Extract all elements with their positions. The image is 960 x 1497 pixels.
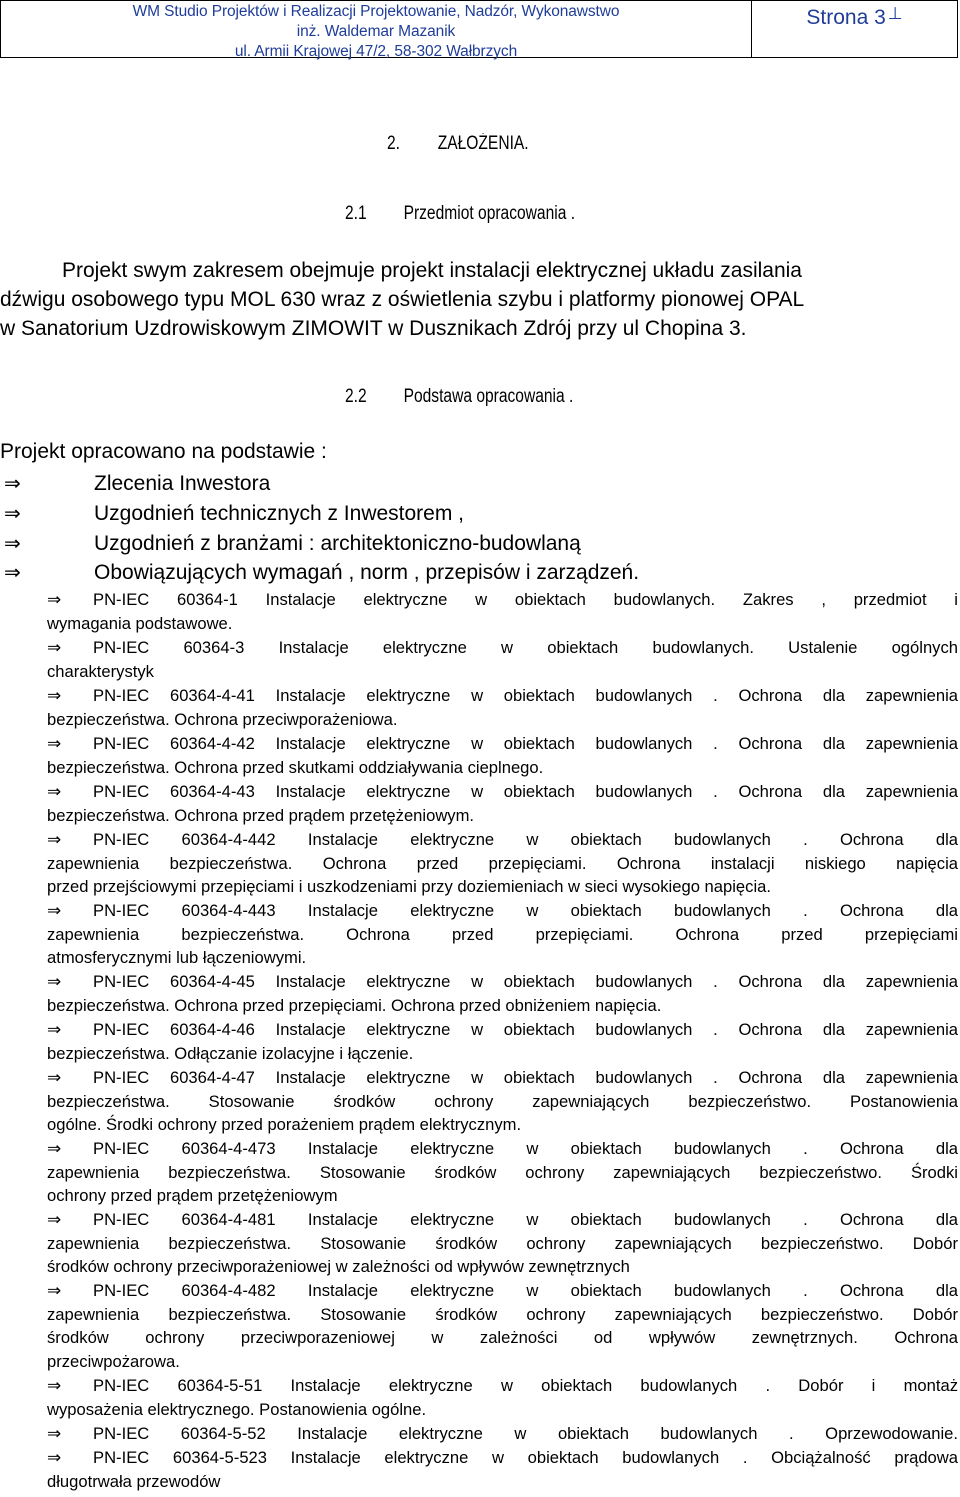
standard-description-line: bezpieczeństwa. Stosowanie środków ochrony zapewniających bezpieczeństwo. Postanowienia [47,1091,958,1111]
standard-first-line [47,899,958,923]
standard-first-line [47,1066,958,1090]
basis-item [0,501,464,526]
subsection-title: Podstawa opracowania . [403,386,574,407]
standard-description-line: środków ochrony przeciwporażeniowej w zależności od wpływów zewnętrznych [47,1257,630,1277]
arrow-icon: ⇒ [47,830,62,849]
standard-entry [47,970,958,1017]
standard-entry [47,1446,958,1493]
standard-description-line: atmosferycznymi lub łączeniowymi. [47,948,307,968]
standard-description-line: ochrony przed prądem przetężeniowym [47,1186,338,1206]
subsection-heading-2-2 [345,386,573,408]
company-name: WM Studio Projektów i Realizacji Projektowanie, Nadzór, Wykonawstwo [132,3,620,20]
arrow-icon: ⇒ [47,1210,62,1229]
standard-first-line [47,684,958,708]
standard-first-line [47,1018,958,1042]
standard-description-line: charakterystyk [47,661,154,681]
section-title: ZAŁOŻENIA. [437,133,529,154]
standard-description-line: zapewnienia bezpieczeństwa. Stosowanie środków ochrony zapewniających bezpieczeństwo. Dobór [47,1233,958,1253]
subsection-number: 2.2 [345,386,367,407]
basis-item-text: Uzgodnień technicznych z Inwestorem , [94,501,465,525]
standard-description-line: przeciwpożarowa. [47,1352,180,1372]
standard-description [47,994,958,1018]
company-owner: inż. Waldemar Mazanik [296,23,456,40]
standard-description [47,1042,958,1066]
standard-title: PN-IEC 60364-5-52 Instalacje elektryczne w obiektach budowlanych . Oprzewodowanie. [93,1424,958,1443]
arrow-icon: ⇒ [4,533,21,555]
intro-line: w Sanatorium Uzdrowiskowym ZIMOWIT w Dusznikach Zdrój przy ul Chopina 3. [0,317,747,340]
arrow-icon: ⇒ [47,1376,62,1395]
standard-title: PN-IEC 60364-4-43 Instalacje elektryczne w obiektach budowlanych . Ochrona dla zapewnienia [93,782,958,801]
standard-description-line: przed przejściowymi przepięciami i uszkodzeniami przy doziemieniach w sieci wysokiego napięcia. [47,877,771,897]
arrow-icon: ⇒ [47,901,62,920]
standard-title: PN-IEC 60364-4-47 Instalacje elektryczne w obiektach budowlanych . Ochrona dla zapewnienia [93,1068,958,1087]
subsection-title: Przedmiot opracowania . [403,203,576,224]
subsection-number: 2.1 [345,203,367,224]
standard-description [47,852,958,899]
arrow-icon: ⇒ [47,734,62,753]
standard-description [47,1303,958,1374]
standard-first-line [47,732,958,756]
standard-first-line [47,970,958,994]
standard-description-line: bezpieczeństwa. Odłączanie izolacyjne i łączenie. [47,1043,414,1063]
standard-description [47,756,958,780]
standard-description [47,1232,958,1279]
arrow-icon: ⇒ [4,473,21,495]
standard-title: PN-IEC 60364-4-482 Instalacje elektryczne w obiektach budowlanych . Ochrona dla [93,1281,958,1300]
standard-description [47,612,958,636]
standard-entry [47,684,958,731]
basis-intro: Projekt opracowano na podstawie : [0,440,327,463]
standard-first-line [47,1374,958,1398]
standard-entry [47,899,958,970]
intro-paragraph [0,256,960,343]
arrow-icon: ⇒ [47,1068,62,1087]
standard-description-line: wymagania podstawowe. [47,613,233,633]
standard-description-line: bezpieczeństwa. Ochrona przed skutkami oddziaływania cieplnego. [47,757,544,777]
standard-title: PN-IEC 60364-1 Instalacje elektryczne w obiektach budowlanych. Zakres , przedmiot i [93,590,958,609]
page-header [0,0,958,58]
standard-title: PN-IEC 60364-5-523 Instalacje elektryczne w obiektach budowlanych . Obciążalność prądowa [93,1448,958,1467]
standard-entry [47,1279,958,1374]
standard-entry [47,1208,958,1279]
section-number: 2. [387,133,401,154]
standard-description [47,804,958,828]
standard-entry [47,1374,958,1421]
standard-title: PN-IEC 60364-4-443 Instalacje elektryczne w obiektach budowlanych . Ochrona dla [93,901,958,920]
standard-entry [47,1018,958,1065]
standard-description-line: ogólne. Środki ochrony przed porażeniem prądem elektrycznym. [47,1115,522,1135]
standard-entry [47,1422,958,1446]
arrow-icon: ⇒ [47,590,62,609]
section-heading [387,133,529,155]
standard-description [47,1161,958,1208]
standard-description-line: zapewnienia bezpieczeństwa. Ochrona przed przepięciami. Ochrona przed przepięciami [47,924,958,944]
standard-description [47,1398,958,1422]
standard-first-line [47,1422,958,1446]
standard-description-line: bezpieczeństwa. Ochrona przeciwporażeniowa. [47,709,398,729]
page-mark: ⊥ [887,4,903,23]
arrow-icon: ⇒ [4,503,21,525]
arrow-icon: ⇒ [47,1281,62,1300]
standard-first-line [47,1279,958,1303]
standard-title: PN-IEC 60364-4-41 Instalacje elektryczne w obiektach budowlanych . Ochrona dla zapewnienia [93,686,958,705]
standard-title: PN-IEC 60364-4-42 Instalacje elektryczne w obiektach budowlanych . Ochrona dla zapewnienia [93,734,958,753]
standard-entry [47,1066,958,1137]
standard-description-line: bezpieczeństwa. Ochrona przed przepięciami. Ochrona przed obniżeniem napięcia. [47,995,662,1015]
page-number-cell [752,1,957,57]
arrow-icon: ⇒ [4,562,21,584]
standard-description-line: zapewnienia bezpieczeństwa. Stosowanie środków ochrony zapewniających bezpieczeństwo. Dobór [47,1304,958,1324]
standard-description [47,660,958,684]
standard-first-line [47,1208,958,1232]
subsection-heading-2-1 [345,203,575,225]
standard-entry [47,588,958,635]
company-address: ul. Armii Krajowej 47/2, 58-302 Wałbrzych [234,43,518,60]
standard-title: PN-IEC 60364-4-473 Instalacje elektryczne w obiektach budowlanych . Ochrona dla [93,1139,958,1158]
standard-entry [47,828,958,899]
standard-description [47,923,958,970]
basis-item [0,471,270,496]
arrow-icon: ⇒ [47,1424,62,1443]
arrow-icon: ⇒ [47,1139,62,1158]
standard-entry [47,1137,958,1208]
standard-description [47,1470,958,1494]
arrow-icon: ⇒ [47,1020,62,1039]
standard-description-line: bezpieczeństwa. Ochrona przed prądem przetężeniowym. [47,805,475,825]
company-info [1,1,752,60]
standard-entry [47,636,958,683]
standard-description-line: wyposażenia elektrycznego. Postanowienia ogólne. [47,1399,427,1419]
standard-first-line [47,1137,958,1161]
basis-item-text: Uzgodnień z branżami : architektoniczno-budowlaną [94,531,581,555]
standard-first-line [47,780,958,804]
standard-title: PN-IEC 60364-3 Instalacje elektryczne w obiektach budowlanych. Ustalenie ogólnych [93,638,958,657]
standard-description [47,708,958,732]
standard-description-line: zapewnienia bezpieczeństwa. Stosowanie środków ochrony zapewniających bezpieczeństwo. Środki [47,1162,958,1182]
intro-line: dźwigu osobowego typu MOL 630 wraz z oświetlenia szybu i platformy pionowej OPAL [0,288,805,311]
standard-description-line: zapewnienia bezpieczeństwa. Ochrona przed przepięciami. Ochrona instalacji niskiego napięcia [47,853,958,873]
standard-entry [47,780,958,827]
standard-title: PN-IEC 60364-5-51 Instalacje elektryczne w obiektach budowlanych . Dobór i montaż [93,1376,958,1395]
standard-first-line [47,1446,958,1470]
standard-first-line [47,588,958,612]
page-number: Strona 3 [806,6,886,29]
standard-description-line: środków ochrony przeciwporazeniowej w zależności od wpływów zewnętrznych. Ochrona [47,1328,958,1348]
standard-title: PN-IEC 60364-4-46 Instalacje elektryczne w obiektach budowlanych . Ochrona dla zapewnienia [93,1020,958,1039]
intro-line: Projekt swym zakresem obejmuje projekt instalacji elektrycznej układu zasilania [62,259,802,282]
basis-item-text: Obowiązujących wymagań , norm , przepisów i zarządzeń. [94,560,640,584]
standard-first-line [47,828,958,852]
standard-title: PN-IEC 60364-4-481 Instalacje elektryczne w obiektach budowlanych . Ochrona dla [93,1210,958,1229]
basis-item-text: Zlecenia Inwestora [94,471,271,495]
arrow-icon: ⇒ [47,638,62,657]
basis-item [0,560,639,585]
standard-first-line [47,636,958,660]
standard-description [47,1090,958,1137]
arrow-icon: ⇒ [47,1448,62,1467]
arrow-icon: ⇒ [47,686,62,705]
standard-title: PN-IEC 60364-4-442 Instalacje elektryczne w obiektach budowlanych . Ochrona dla [93,830,958,849]
arrow-icon: ⇒ [47,972,62,991]
standard-description-line: długotrwała przewodów [47,1471,221,1491]
basis-item [0,531,581,556]
standard-entry [47,732,958,779]
standard-title: PN-IEC 60364-4-45 Instalacje elektryczne w obiektach budowlanych . Ochrona dla zapewnienia [93,972,958,991]
arrow-icon: ⇒ [47,782,62,801]
